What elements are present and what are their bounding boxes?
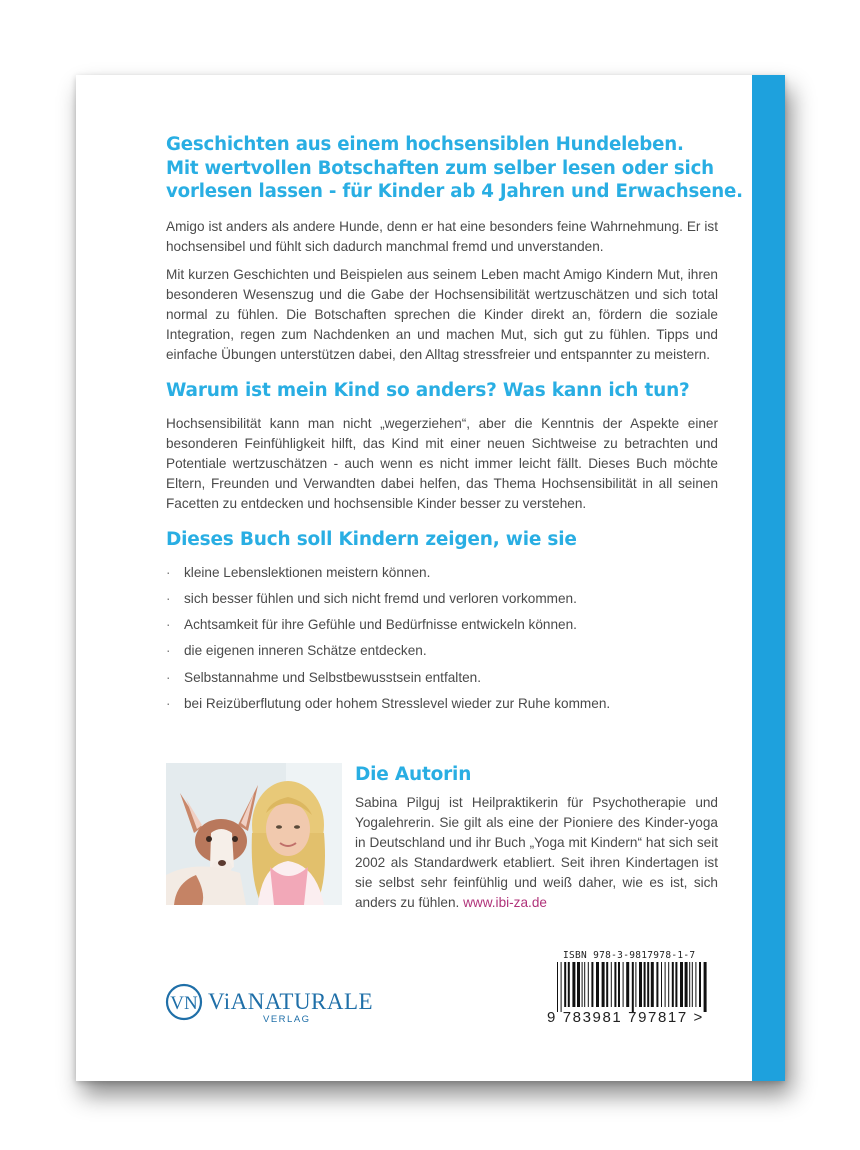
section-heading-why: Warum ist mein Kind so anders? Was kann ich tun? [166, 379, 690, 401]
description-paragraph: Amigo ist anders als andere Hunde, denn er hat eine besonders feine Wahrnehmung. Er ist hochsensibel und fühlt sich dadurch manchmal fremd und unverstanden. [166, 218, 718, 254]
vianaturale-logo-icon [164, 980, 394, 1026]
list-item-text: Selbstannahme und Selbstbewusstsein entfalten. [184, 669, 481, 685]
list-item-text: bei Reizüberflutung oder hohem Stresslevel wieder zur Ruhe kommen. [184, 695, 611, 711]
description-paragraph: Mit kurzen Geschichten und Beispielen aus seinem Leben macht Amigo Kindern Mut, ihren besonderen Wesenszug und die Gabe der Hochsensibilität wertzuschätzen und sich total normal zu fühlen. Die Botschaften sprechen die Kinder direkt an, fördern die soziale Integration, regen zum Nachdenken an und machen Mut, sich gut zu fühlen. Tipps und einfache Übungen unterstützen dabei, den Alltag stressfreier und entspannter zu meistern. [166, 266, 718, 362]
section-why-text: Hochsensibilität kann man nicht „wegerziehen“, aber die Kenntnis der Aspekte einer besonderen Feinfühligkeit hilft, das Kind mit einer neuen Sichtweise zu betrachten und Potentiale wertzuschätzen - auch wenn es nicht immer leicht fällt. Dieses Buch möchte Eltern, Freunden und Verwandten dabei helfen, das Thema Hochsensibilität in all seinen Facetten zu entdecken und hochsensible Kinder besser zu verstehen. [166, 415, 718, 511]
list-item [166, 563, 718, 583]
author-photo [166, 763, 342, 905]
author-bio-text: Sabina Pilguj ist Heilpraktikerin für Psychotherapie und Yogalehrerin. Sie gilt als eine der Pioniere des Kinder-yoga in Deutschland und ihr Buch „Yoga mit Kindern“ hat sich seit 2002 als Standardwerk etabliert. Seit ihren Kindertagen ist sie selbst sehr feinfühlig und weiß daher, wie es ist, sich anders zu fühlen. [355, 795, 718, 910]
list-item [166, 589, 718, 609]
author-website-link[interactable]: www.ibi-za.de [463, 895, 547, 910]
svg-text:ViANATURALE: ViANATURALE [208, 989, 374, 1014]
list-item [166, 694, 718, 714]
cover-text-column [166, 133, 743, 722]
bullet-dot: · [166, 695, 171, 711]
bullet-dot: · [166, 590, 171, 606]
section-heading-goals: Dieses Buch soll Kindern zeigen, wie sie [166, 528, 577, 550]
list-item [166, 615, 718, 635]
list-item-text: Achtsamkeit für ihre Gefühle und Bedürfnisse entwickeln können. [184, 617, 577, 633]
isbn-barcode [547, 950, 717, 1028]
intro-line: Mit wertvollen Botschaften zum selber lesen oder sich [166, 157, 714, 179]
book-back-cover [76, 75, 785, 1081]
bullet-dot: · [166, 564, 171, 580]
author-heading: Die Autorin [355, 764, 472, 785]
isbn-number: ISBN 978-3-9817978-1-7 [563, 950, 696, 961]
intro-line: vorlesen lassen - für Kinder ab 4 Jahren und Erwachsene. [166, 181, 743, 202]
intro-line: Geschichten aus einem hochsensiblen Hundeleben. [166, 134, 684, 155]
author-bio [355, 793, 718, 913]
author-text-block [355, 763, 718, 913]
publisher-logo [164, 980, 394, 1026]
book-spine [752, 75, 785, 1081]
bullet-dot: · [166, 669, 171, 685]
bullet-dot: · [166, 643, 171, 659]
svg-text:VERLAG: VERLAG [263, 1014, 311, 1025]
barcode-digits: 9 783981 797817 > [547, 1009, 704, 1026]
list-item-text: kleine Lebenslektionen meistern können. [184, 564, 431, 580]
list-item [166, 641, 718, 661]
author-with-dog-photo-icon [166, 763, 342, 905]
list-item-text: sich besser fühlen und sich nicht fremd und verloren vorkommen. [184, 590, 577, 606]
goals-list [166, 563, 718, 714]
intro-headline [166, 133, 743, 204]
list-item-text: die eigenen inneren Schätze entdecken. [184, 643, 427, 659]
list-item [166, 668, 718, 688]
bullet-dot: · [166, 617, 171, 633]
svg-text:VN: VN [170, 993, 198, 1014]
author-section [166, 763, 718, 909]
